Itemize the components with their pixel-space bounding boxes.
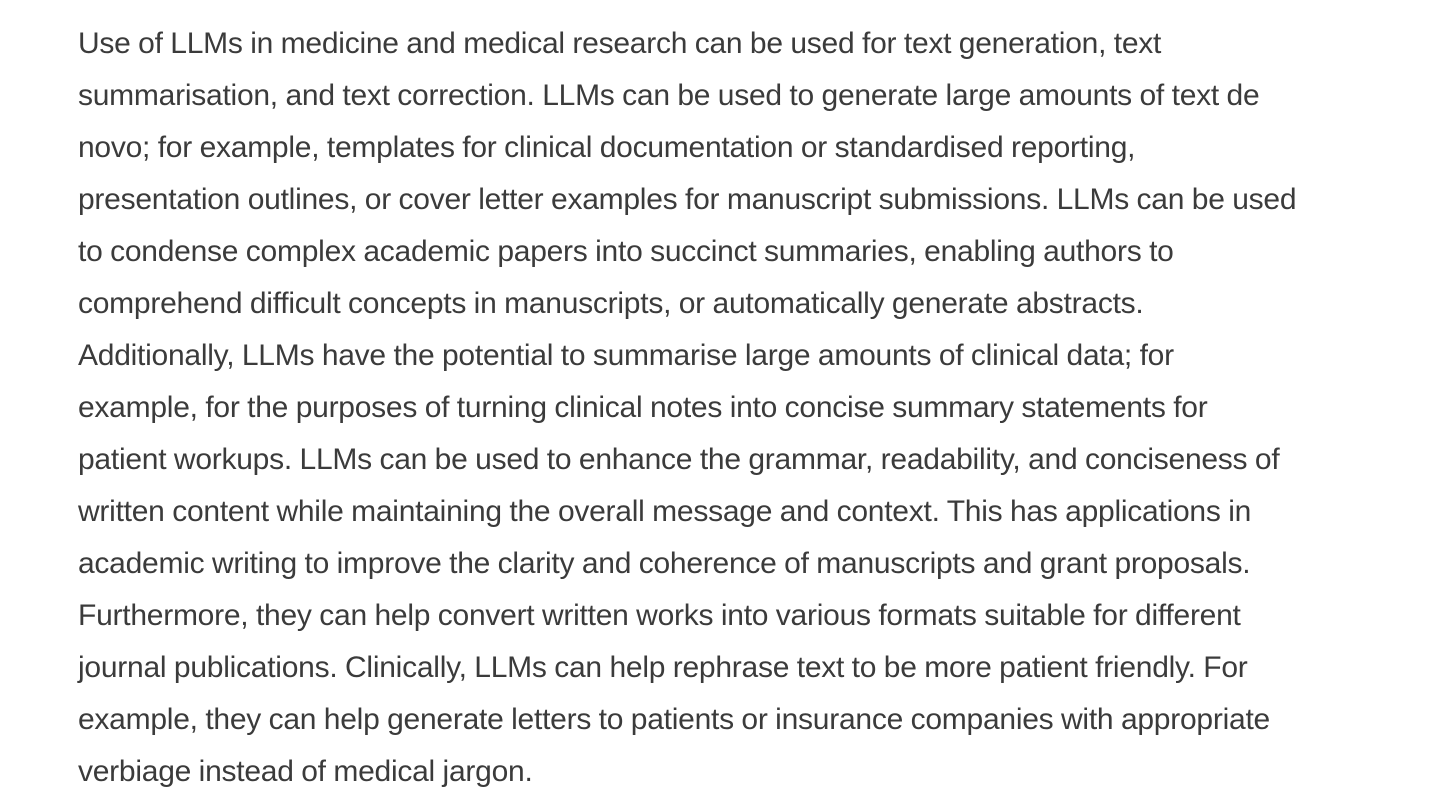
paragraph-line: written content while maintaining the overall message and context. This has applications in (78, 495, 1252, 528)
paragraph-line: academic writing to improve the clarity and coherence of manuscripts and grant proposals. (78, 547, 1251, 580)
paragraph-line: journal publications. Clinically, LLMs can help rephrase text to be more patient friendly. For (78, 651, 1248, 684)
paragraph-line: Additionally, LLMs have the potential to summarise large amounts of clinical data; for (78, 339, 1174, 372)
paragraph-line: Furthermore, they can help convert written works into various formats suitable for different (78, 599, 1241, 632)
paragraph-line: example, for the purposes of turning clinical notes into concise summary statements for (78, 391, 1208, 424)
paragraph-line: verbiage instead of medical jargon. (78, 755, 533, 788)
paragraph-line: comprehend difficult concepts in manuscripts, or automatically generate abstracts. (78, 287, 1144, 320)
paragraph-line: presentation outlines, or cover letter examples for manuscript submissions. LLMs can be used (78, 183, 1297, 216)
paragraph-line: summarisation, and text correction. LLMs can be used to generate large amounts of text de (78, 79, 1260, 112)
paragraph-line: novo; for example, templates for clinical documentation or standardised reporting, (78, 131, 1136, 164)
paragraph-line: patient workups. LLMs can be used to enhance the grammar, readability, and conciseness of (78, 443, 1280, 476)
article-paragraph (78, 18, 1448, 798)
paragraph-line: example, they can help generate letters to patients or insurance companies with appropriate (78, 703, 1270, 736)
paragraph-line: to condense complex academic papers into succinct summaries, enabling authors to (78, 235, 1174, 268)
paragraph-line: Use of LLMs in medicine and medical research can be used for text generation, text (78, 27, 1162, 60)
